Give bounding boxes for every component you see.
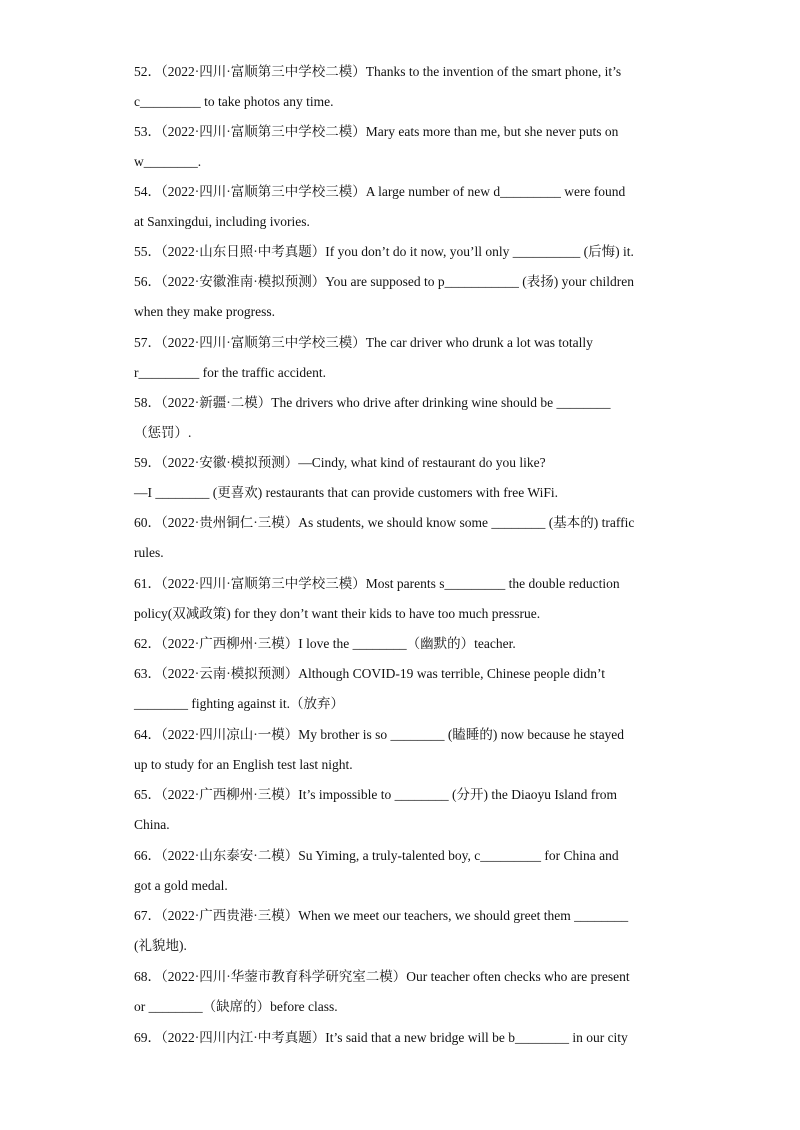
question-line: 61．（2022·四川·富顺第三中学校三模）Most parents s_________ the double reduction	[134, 576, 620, 591]
question-line: 60．（2022·贵州铜仁·三模）As students, we should know some ________ (基本的) traffic	[134, 515, 635, 530]
question-57	[134, 328, 674, 388]
question-line: when they make progress.	[134, 304, 275, 319]
question-62	[134, 629, 674, 659]
question-line: c_________ to take photos any time.	[134, 94, 334, 109]
question-line: r_________ for the traffic accident.	[134, 365, 327, 380]
question-line: 66．（2022·山东泰安·二模）Su Yiming, a truly-talented boy, c_________ for China and	[134, 848, 619, 863]
question-line: at Sanxingdui, including ivories.	[134, 214, 310, 229]
question-line: 57．（2022·四川·富顺第三中学校三模）The car driver who drunk a lot was totally	[134, 335, 593, 350]
question-line: 54．（2022·四川·富顺第三中学校三模）A large number of new d_________ were found	[134, 184, 626, 199]
question-line: 53．（2022·四川·富顺第三中学校二模）Mary eats more than me, but she never puts on	[134, 124, 619, 139]
question-54	[134, 177, 674, 237]
question-66	[134, 841, 674, 901]
question-line: 67．（2022·广西贵港·三模）When we meet our teachers, we should greet them ________	[134, 908, 629, 923]
question-58	[134, 388, 674, 448]
question-line: 59．（2022·安徽·模拟预测）—Cindy, what kind of restaurant do you like?	[134, 455, 546, 470]
question-line: —I ________ (更喜欢) restaurants that can provide customers with free WiFi.	[134, 485, 558, 500]
question-60	[134, 508, 674, 568]
question-64	[134, 720, 674, 780]
question-line: 52．（2022·四川·富顺第三中学校二模）Thanks to the invention of the smart phone, it’s	[134, 64, 622, 79]
question-line: 69．（2022·四川内江·中考真题）It’s said that a new bridge will be b________ in our city	[134, 1030, 628, 1045]
question-56	[134, 267, 674, 327]
question-line: 63．（2022·云南·模拟预测）Although COVID-19 was terrible, Chinese people didn’t	[134, 666, 606, 681]
question-line: 55．（2022·山东日照·中考真题）If you don’t do it now, you’ll only __________ (后悔) it.	[134, 244, 634, 259]
question-line: rules.	[134, 545, 164, 560]
question-line: (礼貌地).	[134, 938, 187, 953]
question-53	[134, 117, 674, 177]
question-69	[134, 1023, 674, 1053]
question-line: up to study for an English test last night.	[134, 757, 353, 772]
question-line: 65．（2022·广西柳州·三模）It’s impossible to ________ (分开) the Diaoyu Island from	[134, 787, 617, 802]
question-63	[134, 659, 674, 719]
question-line: ________ fighting against it.（放弃）	[134, 696, 344, 711]
question-line: 64．（2022·四川凉山·一模）My brother is so ________ (瞌睡的) now because he stayed	[134, 727, 625, 742]
question-line: China.	[134, 817, 170, 832]
question-65	[134, 780, 674, 840]
question-line: 56．（2022·安徽淮南·模拟预测）You are supposed to p___________ (表扬) your children	[134, 274, 634, 289]
question-59	[134, 448, 674, 508]
question-line: 68．（2022·四川·华蓥市教育科学研究室二模）Our teacher often checks who are present	[134, 969, 630, 984]
question-line: policy(双减政策) for they don’t want their kids to have too much pressrue.	[134, 606, 541, 621]
question-line: （惩罚）.	[134, 425, 192, 440]
question-line: got a gold medal.	[134, 878, 228, 893]
question-61	[134, 569, 674, 629]
question-68	[134, 962, 674, 1022]
question-55	[134, 237, 674, 267]
question-52	[134, 57, 674, 117]
question-line: 58．（2022·新疆·二模）The drivers who drive after drinking wine should be ________	[134, 395, 611, 410]
question-line: 62．（2022·广西柳州·三模）I love the ________（幽默的）teacher.	[134, 636, 516, 651]
question-line: w________.	[134, 154, 202, 169]
question-67	[134, 901, 674, 961]
question-line: or ________（缺席的）before class.	[134, 999, 338, 1014]
